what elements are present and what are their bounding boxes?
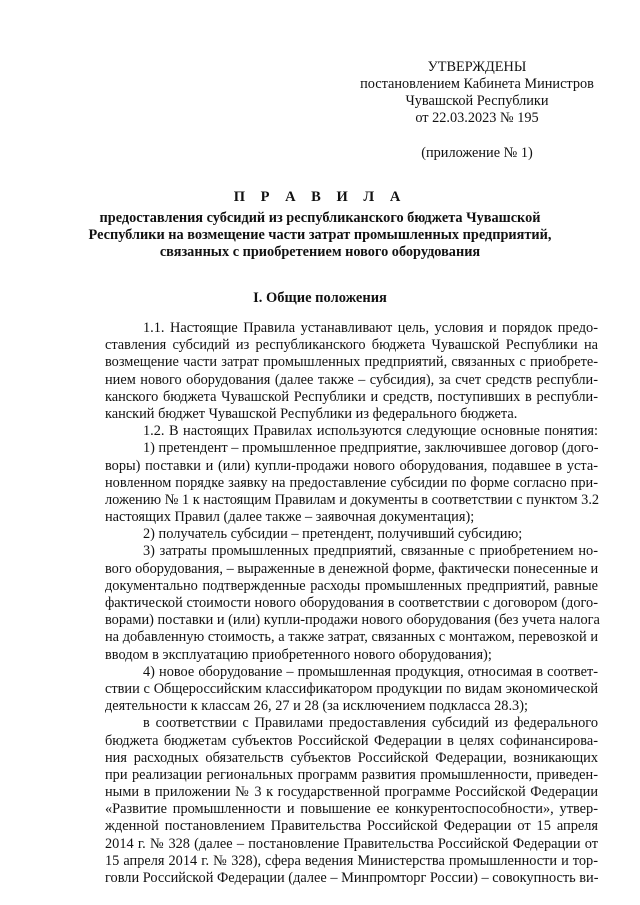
body-line: вого оборудования, – выраженные в денежной форме, фактически понесенные и xyxy=(105,560,599,577)
body-line: ными в приложении № 3 к государственной программе Российской Федерации xyxy=(105,784,598,801)
body-line: 4) новое оборудование – промышленная продукция, относимая в соответ- xyxy=(143,663,598,680)
title-subtitle-line: связанных с приобретением нового оборудования xyxy=(159,244,481,260)
body-line: говли Российской Федерации (далее – Минпромторг России) – совокупность ви- xyxy=(105,870,599,886)
body-line: воры) поставки и (или) купли-продажи нового оборудования, подавшее в уста- xyxy=(105,457,598,474)
body-line: 1.1. Настоящие Правила устанавливают цель, условия и порядок предо- xyxy=(143,320,598,336)
body-line: ния расходных обязательств субъектов Российской Федерации, возникающих xyxy=(105,749,598,766)
section-heading: I. Общие положения xyxy=(253,290,387,306)
body-line: возмещение части затрат промышленных предприятий, связанных с приобрете- xyxy=(105,354,598,371)
body-line: документально подтвержденные расходы промышленных предприятий, равные xyxy=(105,577,598,594)
body-line: ворами) поставки и (или) купли-продажи нового оборудования (без учета налога xyxy=(105,612,600,629)
title-subtitle-line: Республики на возмещение части затрат промышленных предприятий, xyxy=(88,227,552,243)
body-line: 2) получатель субсидии – претендент, получивший субсидию; xyxy=(143,526,523,543)
approval-region: Чувашской Республики xyxy=(405,93,549,109)
body-line: новленном порядке заявку на предоставление субсидии по форме согласно при- xyxy=(105,474,598,491)
approval-heading: УТВЕРЖДЕНЫ xyxy=(427,59,527,75)
body-line: деятельности к классам 26, 27 и 28 (за исключением подкласса 28.3); xyxy=(105,698,528,715)
approval-issuer: постановлением Кабинета Министров xyxy=(360,76,594,92)
body-line: 1) претендент – промышленное предприятие, заключившее договор (дого- xyxy=(143,440,599,457)
body-line: фактической стоимости нового оборудования в соответствии с договором (дого- xyxy=(105,595,598,611)
body-line: нием нового оборудования (далее также – субсидия), за счет средств республи- xyxy=(105,371,598,388)
document-body xyxy=(105,320,598,887)
body-line: бюджета бюджетам субъектов Российской Федерации в целях софинансирова- xyxy=(105,732,598,749)
body-line: «Развитие промышленности и повышение ее конкурентоспособности», утвер- xyxy=(105,801,598,818)
annex-label: (приложение № 1) xyxy=(421,145,533,161)
body-line: 2014 г. № 328 (далее – постановление Правительства Российской Федерации от xyxy=(105,835,598,852)
body-line: при реализации региональных программ развития промышленности, приведен- xyxy=(105,766,598,783)
title-subtitle-line: предоставления субсидий из республиканского бюджета Чувашской xyxy=(99,210,541,226)
approval-date-number: от 22.03.2023 № 195 xyxy=(415,110,539,126)
body-line: ставления субсидий из республиканского бюджета Чувашской Республики на xyxy=(105,337,598,354)
body-line: канский бюджет Чувашской Республики из федерального бюджета. xyxy=(105,405,518,422)
body-line: ствии с Общероссийским классификатором продукции по видам экономической xyxy=(105,680,598,697)
body-line: на добавленную стоимость, а также затрат, связанных с монтажом, перевозкой и xyxy=(105,629,598,646)
body-line: канского бюджета Чувашской Республики и средств, поступивших в республи- xyxy=(105,388,598,405)
body-line: ложению № 1 к настоящим Правилам и документы в соответствии с пунктом 3.2 xyxy=(105,491,600,508)
document-title xyxy=(80,188,560,261)
approval-block xyxy=(352,59,602,127)
body-line: настоящих Правил (далее также – заявочная документация); xyxy=(105,509,475,526)
body-line: жденной постановлением Правительства Российской Федерации от 15 апреля xyxy=(105,818,598,835)
body-line: в соответствии с Правилами предоставления субсидий из федерального xyxy=(143,715,598,732)
title-heading: П Р А В И Л А xyxy=(233,189,407,205)
body-line: 15 апреля 2014 г. № 328), сфера ведения Министерства промышленности и тор- xyxy=(105,852,598,869)
body-line: 3) затраты промышленных предприятий, связанные с приобретением но- xyxy=(143,543,598,560)
body-line: 1.2. В настоящих Правилах используются следующие основные понятия: xyxy=(143,423,598,440)
body-line: вводом в эксплуатацию приобретенного нового оборудования); xyxy=(105,646,492,663)
